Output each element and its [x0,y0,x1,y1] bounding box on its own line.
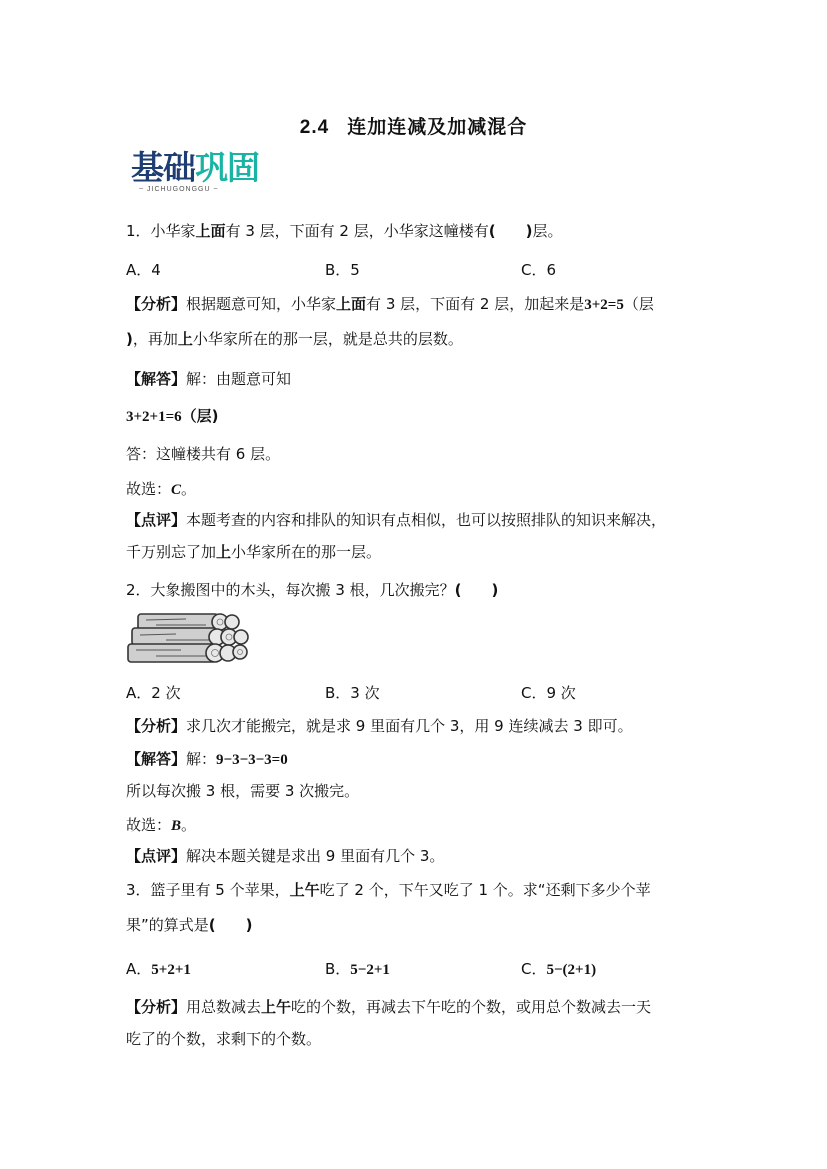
q1-option-a: A．4 [126,261,161,279]
q3-option-c: C．5−(2+1) [521,960,597,978]
q1-solution-math: 3+2+1=6（层) [126,407,219,425]
q1-stem: 1．小华家上面有 3 层，下面有 2 层，小华家这幢楼有( )层。 [126,222,563,240]
q2-blank: ( ) [454,581,499,599]
q2-choice: 故选：B。 [126,816,197,834]
q3-stem-line1: 3．篮子里有 5 个苹果，上午吃了 2 个，下午又吃了 1 个。求“还剩下多少个苹 [126,881,651,899]
q2-stem: 2．大象搬图中的木头，每次搬 3 根，几次搬完？( ) [126,581,499,599]
q2-option-b: B．3 次 [325,684,380,702]
q1-blank: ( ) [488,222,533,240]
logo-part1: 基础 [131,148,195,187]
q2-solution: 【解答】解：9−3−3−3=0 [126,750,288,768]
q2-answer: 所以每次搬 3 根，需要 3 次搬完。 [126,782,360,800]
q1-comment-line2: 千万别忘了加上小华家所在的那一层。 [126,543,382,561]
wood-logs-illustration [126,606,250,672]
q3-option-a: A．5+2+1 [126,960,191,978]
q1-solution: 【解答】解：由题意可知 [126,370,292,388]
q1-analysis-line1: 【分析】根据题意可知，小华家上面有 3 层，下面有 2 层，加起来是3+2=5（层 [126,295,654,313]
q1-option-b: B．5 [325,261,360,279]
q2-comment: 【点评】解决本题关键是求出 9 里面有几个 3。 [126,847,445,865]
q2-option-a: A．2 次 [126,684,181,702]
q1-analysis-line2: )，再加上小华家所在的那一层，就是总共的层数。 [126,330,463,348]
q1-choice: 故选：C。 [126,480,197,498]
q3-analysis-line2: 吃了的个数，求剩下的个数。 [126,1030,322,1048]
logo-part2: 巩固 [195,148,259,187]
q3-blank: ( ) [208,916,253,934]
q1-answer: 答：这幢楼共有 6 层。 [126,445,281,463]
q3-stem-line2: 果”的算式是( ) [126,916,253,934]
section-number: 2.4 [299,117,330,138]
logo-subtitle: ~ JICHUGONGGU ~ [139,186,219,193]
jichu-gonggu-logo [131,150,276,198]
page-title [0,112,827,139]
q2-option-c: C．9 次 [521,684,576,702]
q3-analysis-line1: 【分析】用总数减去上午吃的个数，再减去下午吃的个数，或用总个数减去一天 [126,998,652,1016]
q1-comment-line1: 【点评】本题考查的内容和排队的知识有点相似，也可以按照排队的知识来解决， [126,511,667,529]
q2-analysis: 【分析】求几次才能搬完，就是求 9 里面有几个 3，用 9 连续减去 3 即可。 [126,717,633,735]
q1-option-c: C．6 [521,261,557,279]
section-title: 连加连减及加减混合 [347,116,528,138]
q3-option-b: B．5−2+1 [325,960,390,978]
